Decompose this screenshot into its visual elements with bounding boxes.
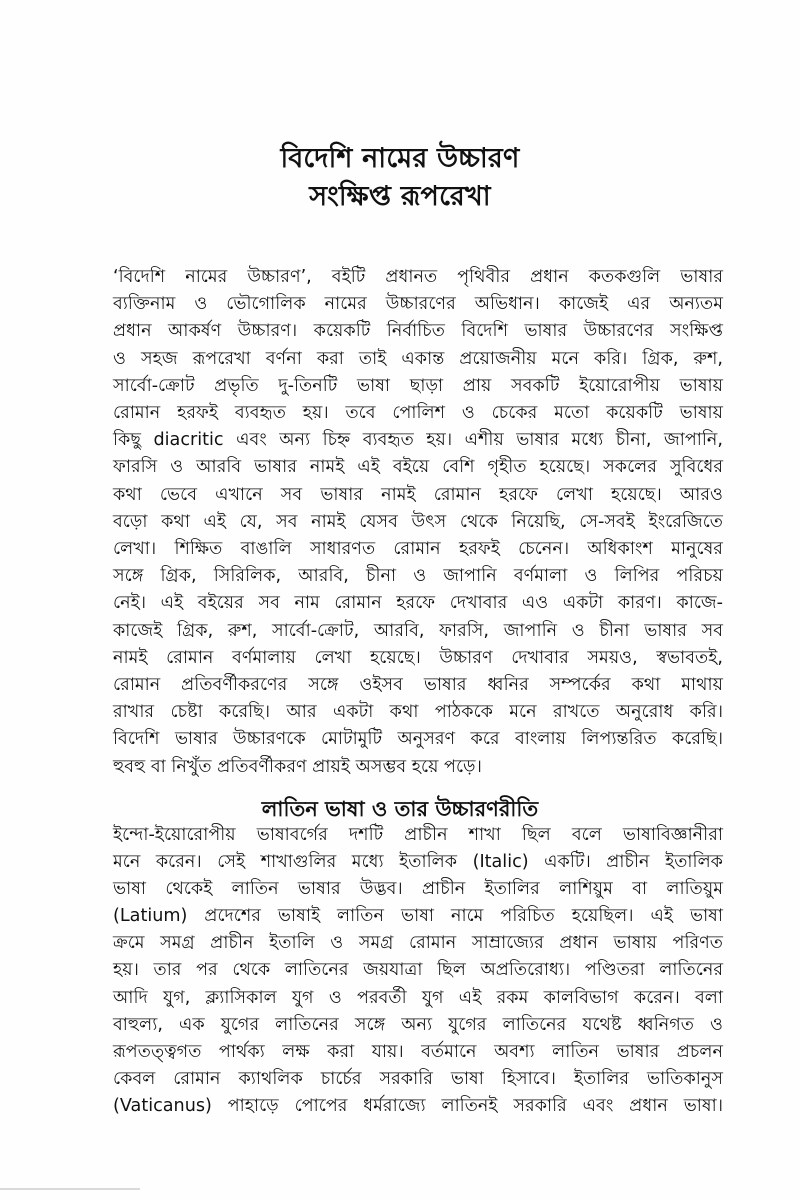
text-line: লেখা। শিক্ষিত বাঙালি সাধারণত রোমান হরফই চেনেন। অধিকাংশ মানুষের xyxy=(113,539,723,560)
text-line: নামই রোমান বর্ণমালায় লেখা হয়েছে। উচ্চারণ দেখাবার সময়ও, স্বভাবতই, xyxy=(113,647,723,668)
text-line: কিছু diacritic এবং অন্য চিহ্ন ব্যবহৃত হয়। এশীয় ভাষার মধ্যে চীনা, জাপানি, xyxy=(113,430,723,451)
text-line: বড়ো কথা এই যে, সব নামই যেসব উৎস থেকে নিয়েছি, সে-সবই ইংরেজিতে xyxy=(113,511,723,532)
text-line: প্রধান আকর্ষণ উচ্চারণ। কয়েকটি নির্বাচিত বিদেশি ভাষার উচ্চারণের সংক্ষিপ্ত xyxy=(113,321,723,342)
intro-paragraph xyxy=(113,264,723,781)
text-line: ইন্দো-ইয়োরোপীয় ভাষাবর্গের দশটি প্রাচীন শাখা ছিল বলে ভাষাবিজ্ঞানীরা xyxy=(113,825,723,845)
text-line: ও সহজ রূপরেখা বর্ণনা করা তাই একান্ত প্রয়োজনীয় মনে করি। গ্রিক, রুশ, xyxy=(113,348,723,369)
title-line-2: সংক্ষিপ্ত রূপরেখা xyxy=(309,181,491,212)
text-line: (Latium) প্রদেশের ভাষাই লাতিন ভাষা নামে পরিচিত হয়েছিল। এই ভাষা xyxy=(113,906,723,927)
text-line: সঙ্গে গ্রিক, সিরিলিক, আরবি, চীনা ও জাপানি বর্ণমালা ও লিপির পরিচয় xyxy=(113,566,723,587)
page-title xyxy=(0,140,800,216)
text-line: আদি যুগ, ক্ল্যাসিকাল যুগ ও পরবর্তী যুগ এই রকম কালবিভাগ করেন। বলা xyxy=(113,987,723,1008)
text-line: কাজেই গ্রিক, রুশ, সার্বো-ক্রোট, আরবি, ফারসি, জাপানি ও চীনা ভাষার সব xyxy=(113,620,723,641)
text-line: ব্যক্তিনাম ও ভৌগোলিক নামের উচ্চারণের অভিধান। কাজেই এর অন্যতম xyxy=(113,294,723,315)
text-line: বিদেশি ভাষার উচ্চারণকে মোটামুটি অনুসরণ করে বাংলায় লিপ্যন্তরিত করেছি। xyxy=(113,729,723,750)
text-line: হুবহু বা নিখুঁত প্রতিবর্ণীকরণ প্রায়ই অসম্ভব হয়ে পড়ে। xyxy=(113,756,482,777)
text-line: (Vaticanus) পাহাড়ে পোপের ধর্মরাজ্যে লাতিনই সরকারি এবং প্রধান ভাষা। xyxy=(113,1095,723,1116)
text-line: কেবল রোমান ক্যাথলিক চার্চের সরকারি ভাষা হিসাবে। ইতালির ভাতিকানুস xyxy=(113,1068,723,1089)
text-line: ‘বিদেশি নামের উচ্চারণ’, বইটি প্রধানত পৃথিবীর প্রধান কতকগুলি ভাষার xyxy=(113,267,723,287)
text-line: কথা ভেবে এখানে সব ভাষার নামই রোমান হরফে লেখা হয়েছে। আরও xyxy=(113,484,723,505)
text-line: ফারসি ও আরবি ভাষার নামই এই বইয়ে বেশি গৃহীত হয়েছে। সকলের সুবিধের xyxy=(113,457,723,478)
text-line: সার্বো-ক্রোট প্রভৃতি দু-তিনটি ভাষা ছাড়া প্রায় সবকটি ইয়োরোপীয় ভাষায় xyxy=(113,375,723,396)
text-line: ভাষা থেকেই লাতিন ভাষার উদ্ভব। প্রাচীন ইতালির লাশিয়ুম বা লাতিয়ুম xyxy=(113,879,723,900)
text-line: হয়। তার পর থেকে লাতিনের জয়যাত্রা ছিল অপ্রতিরোধ্য। পণ্ডিতরা লাতিনের xyxy=(113,960,723,981)
text-line: রোমান হরফই ব্যবহৃত হয়। তবে পোলিশ ও চেকের মতো কয়েকটি ভাষায় xyxy=(113,403,723,424)
text-line: মনে করেন। সেই শাখাগুলির মধ্যে ইতালিক (Italic) একটি। প্রাচীন ইতালিক xyxy=(113,852,723,873)
text-line: রোমান প্রতিবর্ণীকরণের সঙ্গে ওইসব ভাষার ধ্বনির সম্পর্কের কথা মাথায় xyxy=(113,675,723,696)
page-edge-mark xyxy=(0,1188,140,1190)
text-line: রাখার চেষ্টা করেছি। আর একটা কথা পাঠককে মনে রাখতে অনুরোধ করি। xyxy=(113,702,723,723)
title-line-1: বিদেশি নামের উচ্চারণ xyxy=(280,143,520,174)
text-line: নেই। এই বইয়ের সব নাম রোমান হরফে দেখাবার এও একটা কারণ। কাজে- xyxy=(113,593,723,614)
text-line: ক্রমে সমগ্র প্রাচীন ইতালি ও সমগ্র রোমান সাম্রাজ্যের প্রধান ভাষায় পরিণত xyxy=(113,933,723,954)
section-heading: লাতিন ভাষা ও তার উচ্চারণরীতি xyxy=(261,797,539,821)
text-line: রূপতত্ত্বগত পার্থক্য লক্ষ করা যায়। বর্তমানে অবশ্য লাতিন ভাষার প্রচলন xyxy=(113,1041,723,1062)
text-line: বাহুল্য, এক যুগের লাতিনের সঙ্গে অন্য যুগের লাতিনের যথেষ্ট ধ্বনিগত ও xyxy=(113,1014,723,1035)
section-paragraph xyxy=(113,822,723,1120)
